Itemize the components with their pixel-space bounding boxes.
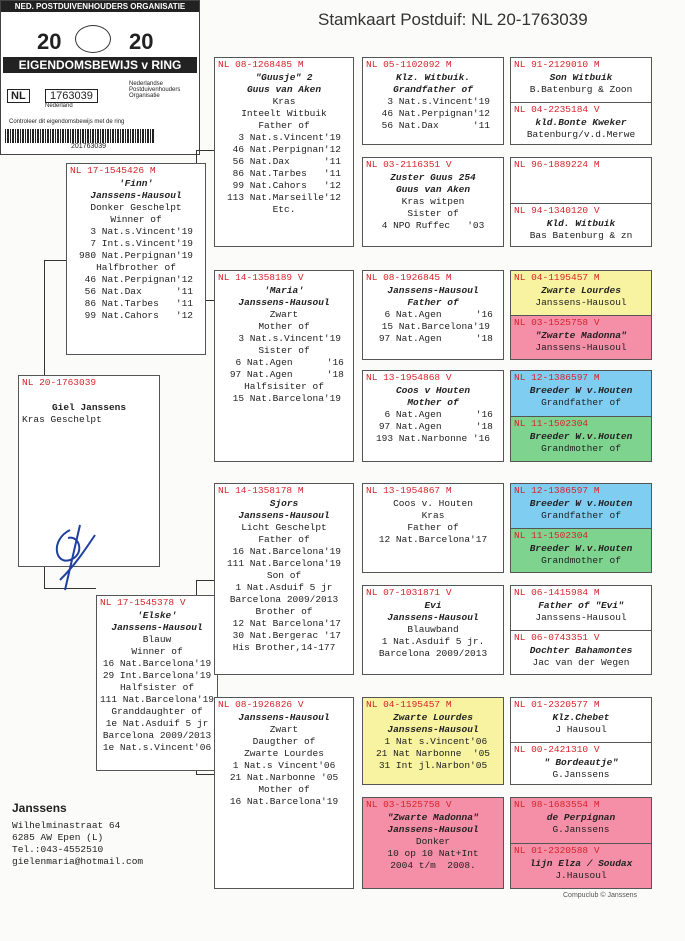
pigeon-info-line: 16 Nat.Barcelona'19 bbox=[229, 796, 339, 807]
pigeon-info-line: Mother of bbox=[258, 784, 310, 795]
pigeon-info-line: Janssens-Hausoul bbox=[387, 824, 479, 835]
pigeon-info-line: Etc. bbox=[272, 204, 296, 215]
ring-number: NL 98-1683554 M bbox=[514, 799, 600, 810]
pedigree-father bbox=[66, 163, 206, 355]
pigeon-info-line: Winner of bbox=[110, 214, 162, 225]
pigeon-info-line: Zuster Guus 254 bbox=[390, 172, 476, 183]
label-heading: EIGENDOMSBEWIJS v RING bbox=[3, 57, 197, 73]
pigeon-info-line: 99 Nat.Cahors '12 bbox=[226, 180, 342, 191]
pigeon-info-line: Brother of bbox=[255, 606, 313, 617]
ring-number: NL 04-2235184 V bbox=[514, 104, 600, 115]
pigeon-info-line: G.Janssens bbox=[552, 824, 610, 835]
pigeon-info-line: Mother of bbox=[407, 397, 459, 408]
owner-name: Janssens bbox=[12, 801, 67, 815]
pigeon-info-line: 2004 t/m 2008. bbox=[390, 860, 476, 871]
pedigree-ffm bbox=[362, 157, 504, 247]
pigeon-info-line: 16 Nat.Barcelona'19 bbox=[102, 658, 212, 669]
pigeon-info-line: 6 Nat.Agen '16 bbox=[373, 409, 493, 420]
label-country: NL bbox=[7, 89, 30, 103]
pigeon-info-line: Barcelona 2009/2013 bbox=[229, 594, 339, 605]
page-title: Stamkaart Postduif: NL 20-1763039 bbox=[318, 10, 588, 29]
pigeon-info-line: " Bordeautje" bbox=[543, 757, 619, 768]
label-check-text: Controleer dit eigendomsbewijs met de ring bbox=[9, 119, 125, 125]
ring-number: NL 06-0743351 V bbox=[514, 632, 600, 643]
pigeon-info-line: 46 Nat.Perpignan'12 bbox=[78, 274, 194, 285]
pigeon-info-line: Donker bbox=[415, 836, 451, 847]
ring-number: NL 12-1386597 M bbox=[514, 485, 600, 496]
pigeon-info-line: 86 Nat.Tarbes '11 bbox=[226, 168, 342, 179]
pedigree-mmf bbox=[362, 697, 504, 785]
pedigree-fff bbox=[362, 57, 504, 145]
pedigree-ff bbox=[214, 57, 354, 247]
pigeon-info-line: 113 Nat.Marseille'12 bbox=[226, 192, 342, 203]
pedigree-mother bbox=[96, 595, 218, 771]
label-org: NED. POSTDUIVENHOUDERS ORGANISATIE bbox=[1, 1, 199, 12]
pigeon-info-line: Winner of bbox=[131, 646, 183, 657]
pigeon-info-line: Barcelona 2009/2013 bbox=[378, 648, 488, 659]
owner-email: gielenmaria@hotmail.com bbox=[12, 856, 144, 867]
pigeon-info-line: 97 Nat.Agen '18 bbox=[373, 333, 493, 344]
pigeon-info-line: lijn Elza / Soudax bbox=[529, 858, 633, 869]
pigeon-info-line: Klz. Witbuik. bbox=[395, 72, 471, 83]
pigeon-info-line: Father of bbox=[258, 120, 310, 131]
label-year-right: 20 bbox=[129, 29, 154, 54]
pigeon-info-line: 1e Nat.Asduif 5 jr bbox=[105, 718, 209, 729]
label-year-left: 20 bbox=[37, 29, 62, 54]
pedigree-mff bbox=[362, 483, 504, 573]
pigeon-info-line: Breeder W v.Houten bbox=[529, 498, 633, 509]
pedigree-mmm bbox=[362, 797, 504, 889]
pigeon-info-line: 46 Nat.Perpignan'12 bbox=[226, 144, 342, 155]
ring-number: NL 00-2421310 V bbox=[514, 744, 600, 755]
pigeon-info-line: Coos v Houten bbox=[395, 385, 471, 396]
pigeon-info-line: Son of bbox=[266, 570, 302, 581]
pigeon-info-line: 'Finn' bbox=[118, 178, 154, 189]
owner-phone: Tel.:043-4552510 bbox=[12, 844, 104, 855]
pigeon-info-line: 980 Nat.Perpignan'19 bbox=[78, 250, 194, 261]
pigeon-info-line: 97 Nat.Agen '18 bbox=[224, 369, 344, 380]
pigeon-info-line: Janssens-Hausoul bbox=[90, 190, 182, 201]
pigeon-info-line: Daugther of bbox=[252, 736, 316, 747]
pigeon-info-line: 1 Nat.Asduif 5 jr. bbox=[381, 636, 485, 647]
pigeon-info-line: Grandmother of bbox=[541, 555, 621, 566]
pigeon-info-line: Janssens-Hausoul bbox=[238, 712, 330, 723]
connector bbox=[196, 150, 214, 151]
ring-number: NL 04-1195457 M bbox=[366, 699, 452, 710]
pigeon-info-line: Father of bbox=[258, 534, 310, 545]
pedigree-mm bbox=[214, 697, 354, 889]
pedigree-pair-1 bbox=[510, 57, 652, 145]
pigeon-info-line: de Perpignan bbox=[546, 812, 616, 823]
pigeon-info-line: 16 Nat.Barcelona'19 bbox=[226, 546, 342, 557]
ring-number: NL 94-1340120 V bbox=[514, 205, 600, 216]
pigeon-info-line: 4 NPO Ruffec '03 bbox=[381, 220, 485, 231]
pigeon-info-line: Donker Geschelpt bbox=[90, 202, 182, 213]
ring-number: NL 05-1102092 M bbox=[366, 59, 452, 70]
pigeon-info-line: "Guusje" 2 bbox=[255, 72, 313, 83]
pedigree-mf bbox=[214, 483, 354, 675]
pedigree-fm bbox=[214, 270, 354, 462]
pigeon-info-line: Janssens-Hausoul bbox=[238, 297, 330, 308]
pigeon-owner: Giel Janssens bbox=[51, 402, 127, 413]
owner-block bbox=[12, 802, 143, 868]
pigeon-info-line: 56 Nat.Dax '11 bbox=[78, 286, 194, 297]
pigeon-info-line: Granddaughter of bbox=[111, 706, 203, 717]
pedigree-pair-3 bbox=[510, 270, 652, 360]
pigeon-info-line: G.Janssens bbox=[552, 769, 610, 780]
pigeon-color: Kras Geschelpt bbox=[22, 414, 102, 425]
barcode-number: 201763039 bbox=[71, 143, 107, 150]
pigeon-info-line: Bas Batenburg & zn bbox=[529, 230, 633, 241]
pigeon-info-line: Zwarte Lourdes bbox=[393, 712, 473, 723]
pigeon-info-line: 1 Nat.s Vincent'06 bbox=[232, 760, 336, 771]
pigeon-info-line: Grandfather of bbox=[393, 84, 473, 95]
pigeon-info-line: Janssens-Hausoul bbox=[535, 342, 627, 353]
pigeon-info-line: Barcelona 2009/2013 bbox=[102, 730, 212, 741]
pigeon-info-line: Janssens-Hausoul bbox=[387, 724, 479, 735]
pigeon-info-line: Zwarte Lourdes bbox=[541, 285, 621, 296]
ring-number: NL 20-1763039 bbox=[22, 377, 97, 388]
pedigree-fmf bbox=[362, 270, 504, 360]
pigeon-info-line: 56 Nat.Dax '11 bbox=[375, 120, 491, 131]
pigeon-info-line: B.Batenburg & Zoon bbox=[529, 84, 633, 95]
ring-number: NL 04-1195457 M bbox=[514, 272, 600, 283]
pigeon-info-line: Grandmother of bbox=[541, 443, 621, 454]
pedigree-pair-8 bbox=[510, 797, 652, 889]
pigeon-info-line: 46 Nat.Perpignan'12 bbox=[375, 108, 491, 119]
pigeon-info-line: 111 Nat.Barcelona'19 bbox=[99, 694, 215, 705]
pigeon-info-line: 3 Nat.s.Vincent'19 bbox=[226, 333, 342, 344]
pedigree-pair-5 bbox=[510, 483, 652, 573]
pigeon-info-line: Breeder W.v.Houten bbox=[529, 431, 633, 442]
ring-number: NL 03-1525758 V bbox=[514, 317, 600, 328]
pigeon-info-line: J Hausoul bbox=[555, 724, 607, 735]
ring-number: NL 11-1502304 bbox=[514, 418, 589, 429]
pigeon-info-line: Zwart bbox=[269, 724, 299, 735]
emblem-icon bbox=[75, 25, 111, 53]
pedigree-pair-4 bbox=[510, 370, 652, 462]
pigeon-info-line: Evi bbox=[424, 600, 442, 611]
pigeon-info-line: Mother of bbox=[258, 321, 310, 332]
pigeon-info-line: Guus van Aken bbox=[246, 84, 322, 95]
pigeon-info-line: 7 Int.s.Vincent'19 bbox=[78, 238, 194, 249]
pigeon-info-line: Son Witbuik bbox=[549, 72, 613, 83]
pigeon-info-line: Jac van der Wegen bbox=[532, 657, 630, 668]
pigeon-info-line: Sjors bbox=[269, 498, 299, 509]
pigeon-info-line: 193 Nat.Narbonne '16 bbox=[375, 433, 491, 444]
ring-number: NL 96-1889224 M bbox=[514, 159, 600, 170]
pigeon-info-line: Halfsisiter of bbox=[244, 381, 324, 392]
pigeon-info-line: 10 op 10 Nat+Int bbox=[387, 848, 479, 859]
pigeon-info-line: Blauw bbox=[142, 634, 172, 645]
pigeon-info-line: Janssens-Hausoul bbox=[387, 285, 479, 296]
pigeon-info-line: Licht Geschelpt bbox=[241, 522, 327, 533]
pigeon-info-line: 3 Nat.s.Vincent'19 bbox=[375, 96, 491, 107]
pigeon-info-line: Inteelt Witbuik bbox=[241, 108, 327, 119]
ring-number: NL 08-1268485 M bbox=[218, 59, 304, 70]
pigeon-info-line: 15 Nat.Barcelona'19 bbox=[226, 393, 342, 404]
ring-number: NL 08-1926826 V bbox=[218, 699, 304, 710]
pigeon-info-line: 111 Nat.Barcelona'19 bbox=[226, 558, 342, 569]
pigeon-info-line: 3 Nat.s.Vincent'19 bbox=[78, 226, 194, 237]
signature-icon bbox=[40, 520, 120, 600]
owner-address: Wilhelminastraat 64 bbox=[12, 820, 121, 831]
label-ring-number: 1763039 bbox=[45, 89, 98, 103]
pigeon-info-line: kld.Bonte Kweker bbox=[535, 117, 627, 128]
pigeon-info-line: 21 Nat.Narbonne '05 bbox=[229, 772, 339, 783]
barcode bbox=[5, 129, 155, 143]
pigeon-info-line: Father of bbox=[407, 297, 459, 308]
pigeon-info-line: 29 Int.Barcelona'19 bbox=[102, 670, 212, 681]
pigeon-info-line: 'Maria' bbox=[264, 285, 304, 296]
ring-number: NL 07-1031871 V bbox=[366, 587, 452, 598]
pigeon-info-line: Zwart bbox=[269, 309, 299, 320]
ring-number: NL 03-2116351 V bbox=[366, 159, 452, 170]
pigeon-info-line: Janssens-Hausoul bbox=[238, 510, 330, 521]
connector bbox=[44, 260, 66, 261]
connector bbox=[196, 774, 214, 775]
label-side-text: Nederlandse Postduivenhouders Organisatie bbox=[129, 81, 181, 99]
pigeon-info-line: Halfbrother of bbox=[96, 262, 176, 273]
pigeon-info-line: 'Elske' bbox=[137, 610, 177, 621]
pigeon-info-line: J.Hausoul bbox=[555, 870, 607, 881]
pigeon-info-line: 56 Nat.Dax '11 bbox=[226, 156, 342, 167]
ring-number: NL 13-1954867 M bbox=[366, 485, 452, 496]
ring-number: NL 01-2320577 M bbox=[514, 699, 600, 710]
pigeon-info-line: Batenburg/v.d.Merwe bbox=[526, 129, 636, 140]
owner-city: 6285 AW Epen (L) bbox=[12, 832, 104, 843]
pigeon-info-line: Janssens-Hausoul bbox=[111, 622, 203, 633]
pigeon-info-line: Janssens-Hausoul bbox=[535, 612, 627, 623]
pedigree-pair-6 bbox=[510, 585, 652, 675]
pigeon-info-line: 30 Nat.Bergerac '17 bbox=[226, 630, 342, 641]
pigeon-info-line: Sister of bbox=[258, 345, 310, 356]
pigeon-info-line: 1e Nat.s.Vincent'06 bbox=[102, 742, 212, 753]
label-country-name: Nederland bbox=[45, 103, 73, 109]
pedigree-pair-2 bbox=[510, 157, 652, 247]
ring-number: NL 13-1954868 V bbox=[366, 372, 452, 383]
pigeon-info-line: Janssens-Hausoul bbox=[387, 612, 479, 623]
ownership-label bbox=[0, 0, 200, 155]
pigeon-info-line: "Zwarte Madonna" bbox=[387, 812, 479, 823]
pigeon-info-line: 1 Nat.Asduif 5 jr bbox=[235, 582, 333, 593]
pigeon-info-line: Coos v. Houten bbox=[393, 498, 473, 509]
pigeon-info-line: 3 Nat.s.Vincent'19 bbox=[226, 132, 342, 143]
ring-number: NL 17-1545378 V bbox=[100, 597, 186, 608]
connector bbox=[196, 580, 214, 581]
ring-number: NL 17-1545426 M bbox=[70, 165, 156, 176]
pigeon-info-line: Father of "Evi" bbox=[538, 600, 624, 611]
pedigree-pair-7 bbox=[510, 697, 652, 785]
ring-number: NL 12-1386597 M bbox=[514, 372, 600, 383]
pigeon-info-line: Kras bbox=[421, 510, 445, 521]
pedigree-fmm bbox=[362, 370, 504, 462]
pigeon-info-line: Grandfather of bbox=[541, 397, 621, 408]
ring-number: NL 08-1926845 M bbox=[366, 272, 452, 283]
pigeon-info-line: Dochter Bahamontes bbox=[529, 645, 633, 656]
pigeon-info-line: 97 Nat.Agen '18 bbox=[373, 421, 493, 432]
pigeon-info-line: Zwarte Lourdes bbox=[244, 748, 324, 759]
ring-number: NL 14-1358178 M bbox=[218, 485, 304, 496]
pigeon-info-line: Kld. Witbuik bbox=[546, 218, 616, 229]
pigeon-info-line: Sister of bbox=[407, 208, 459, 219]
pigeon-info-line: Blauwband bbox=[407, 624, 459, 635]
ring-number: NL 14-1358189 V bbox=[218, 272, 304, 283]
pigeon-info-line: 6 Nat.Agen '16 bbox=[224, 357, 344, 368]
pigeon-info-line: Guus van Aken bbox=[395, 184, 471, 195]
pigeon-info-line: 31 Int jl.Narbon'05 bbox=[378, 760, 488, 771]
ring-number: NL 01-2320588 V bbox=[514, 845, 600, 856]
pigeon-info-line: Breeder W v.Houten bbox=[529, 385, 633, 396]
credit: Compuclub © Janssens bbox=[563, 892, 638, 899]
pigeon-info-line: 99 Nat.Cahors '12 bbox=[78, 310, 194, 321]
pigeon-info-line: 1 Nat s.Vincent'06 bbox=[378, 736, 488, 747]
pigeon-info-line: Breeder W.v.Houten bbox=[529, 543, 633, 554]
ring-number: NL 06-1415984 M bbox=[514, 587, 600, 598]
pigeon-info-line: 12 Nat Barcelona'17 bbox=[226, 618, 342, 629]
pigeon-info-line: 21 Nat Narbonne '05 bbox=[375, 748, 491, 759]
pigeon-info-line: His Brother,14-177 bbox=[232, 642, 336, 653]
pigeon-info-line: 86 Nat.Tarbes '11 bbox=[78, 298, 194, 309]
ring-number: NL 03-1525758 V bbox=[366, 799, 452, 810]
pigeon-info-line: 15 Nat.Barcelona'19 bbox=[375, 321, 491, 332]
pigeon-info-line: Halfsister of bbox=[119, 682, 195, 693]
pedigree-mfm bbox=[362, 585, 504, 675]
pigeon-info-line: Father of bbox=[407, 522, 459, 533]
pigeon-info-line: Janssens-Hausoul bbox=[535, 297, 627, 308]
pigeon-info-line: 6 Nat.Agen '16 bbox=[373, 309, 493, 320]
pigeon-info-line: 12 Nat.Barcelona'17 bbox=[378, 534, 488, 545]
pigeon-info-line: Klz.Chebet bbox=[552, 712, 610, 723]
ring-number: NL 91-2129010 M bbox=[514, 59, 600, 70]
ring-number: NL 11-1502304 bbox=[514, 530, 589, 541]
pigeon-info-line: Kras witpen bbox=[401, 196, 465, 207]
pigeon-info-line: Kras bbox=[272, 96, 296, 107]
pigeon-info-line: Grandfather of bbox=[541, 510, 621, 521]
pigeon-info-line: "Zwarte Madonna" bbox=[535, 330, 627, 341]
